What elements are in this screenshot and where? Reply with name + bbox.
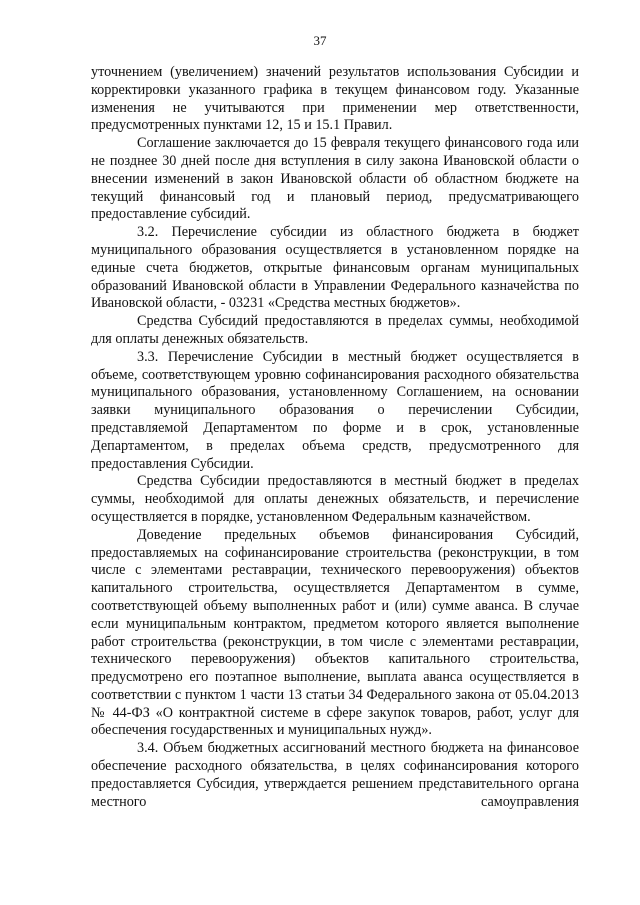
paragraph: Средства Субсидии предоставляются в местный бюджет в пределах суммы, необходимой для оплаты денежных обязательств, и перечисление осуществляется в порядке, установленном Федеральным казначейством. (91, 473, 579, 525)
paragraph: 3.3. Перечисление Субсидии в местный бюджет осуществляется в объеме, соответствующем уровню софинансирования расходного обязательства муниципального образования, установленному Соглашением, на основании заявки муниципального образования о перечислении Субсидии, представляемой Департаментом по форме и в срок, установленные Департаментом, в пределах объема средств, предусмотренного для предоставления Субсидии. (91, 348, 579, 472)
paragraph: уточнением (увеличением) значений результатов использования Субсидии и корректировки указанного графика в текущем финансовом году. Указанные изменения не учитываются при применении мер ответственности, предусмотренных пунктами 12, 15 и 15.1 Правил. (91, 64, 579, 134)
paragraph: Доведение предельных объемов финансирования Субсидий, предоставляемых на софинансирование строительства (реконструкции, в том числе с элементами реставрации, технического перевооружения) объектов капитального строительства, осуществляется Департаментом в сумме, соответствующей объему выполненных работ и (или) сумме аванса. В случае если муниципальным контрактом, предметом которого является выполнение работ строительства (реконструкции, в том числе с элементами реставрации, технического перевооружения) объектов капитального строительства, предусмотрено его поэтапное выполнение, выплата аванса осуществляется в соответствии с пунктом 1 части 13 статьи 34 Федерального закона от 05.04.2013 № 44-ФЗ «О контрактной системе в сфере закупок товаров, работ, услуг для обеспечения государственных и муниципальных нужд». (91, 526, 579, 739)
paragraph: 3.2. Перечисление субсидии из областного бюджета в бюджет муниципального образования осуществляется в установленном порядке на единые счета бюджетов, открытые финансовым органам муниципальных образований Ивановской области в Управлении Федерального казначейства по Ивановской области, - 03231 «Средства местных бюджетов». (91, 224, 579, 312)
document-body (91, 64, 579, 811)
paragraph: Средства Субсидий предоставляются в пределах суммы, необходимой для оплаты денежных обязательств. (91, 313, 579, 347)
page-number: 37 (313, 33, 327, 48)
paragraph: 3.4. Объем бюджетных ассигнований местного бюджета на финансовое обеспечение расходного обязательства, в целях софинансирования которого предоставляется Субсидия, утверждается решением представительного органа местного самоуправления (91, 740, 579, 810)
paragraph: Соглашение заключается до 15 февраля текущего финансового года или не позднее 30 дней после дня вступления в силу закона Ивановской области о внесении изменений в закон Ивановской области об областном бюджете на текущий финансовый год и плановый период, предусматривающего предоставление субсидий. (91, 135, 579, 223)
